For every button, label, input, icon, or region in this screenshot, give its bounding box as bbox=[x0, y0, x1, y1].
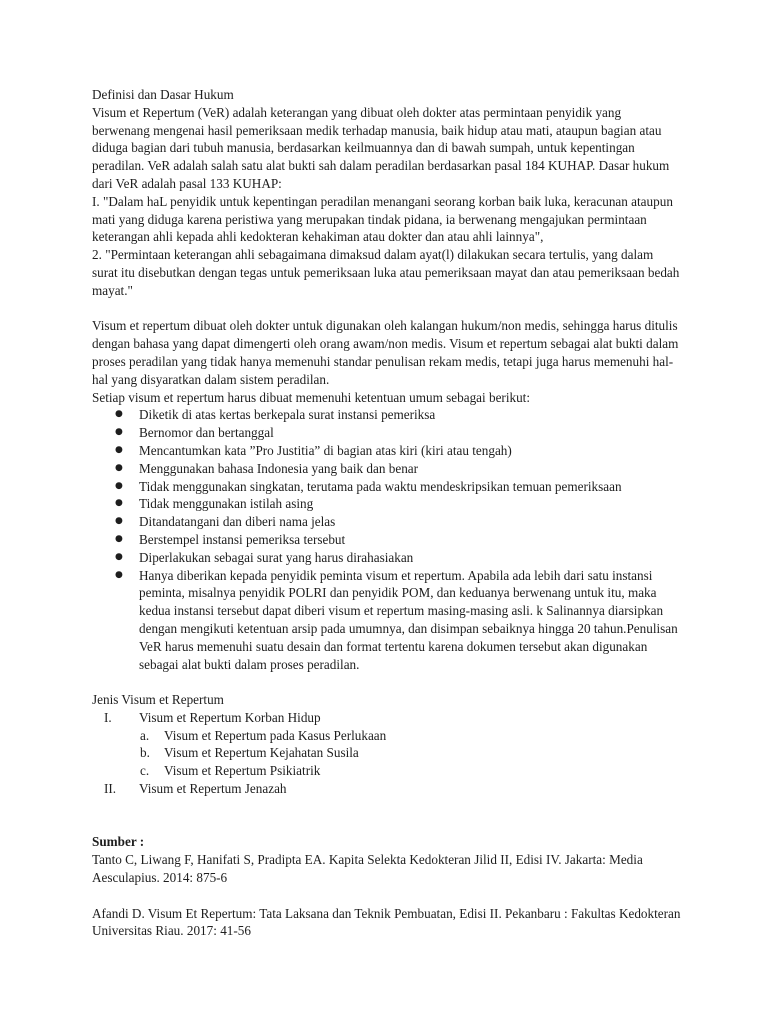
list-label: Visum et Repertum pada Kasus Perlukaan bbox=[164, 727, 387, 743]
list-label: Visum et Repertum Korban Hidup bbox=[139, 709, 321, 725]
reference-2: Afandi D. Visum Et Repertum: Tata Laksana dan Teknik Pembuatan, Edisi II. Pekanbaru : Fakultas Kedokteran Universitas Riau. 2017: 41-56 bbox=[92, 905, 681, 939]
list-item: ● Ditandatangani dan diberi nama jelas bbox=[139, 513, 682, 531]
list-label: Visum et Repertum Psikiatrik bbox=[164, 763, 321, 779]
types-list bbox=[92, 709, 682, 798]
list-item: ● Diketik di atas kertas berkepala surat instansi pemeriksa bbox=[139, 406, 682, 424]
requirements-list bbox=[92, 406, 682, 673]
list-item bbox=[140, 744, 682, 762]
list-item: ● Tidak menggunakan singkatan, terutama pada waktu mendeskripsikan temuan pemeriksaan bbox=[139, 478, 682, 496]
list-number: I. bbox=[104, 709, 112, 725]
requirements-intro: Setiap visum et repertum harus dibuat memenuhi ketentuan umum sebagai berikut: bbox=[92, 389, 531, 405]
list-item bbox=[104, 780, 682, 798]
list-item bbox=[140, 727, 682, 745]
list-letter: c. bbox=[140, 763, 150, 779]
usage-paragraph: Visum et repertum dibuat oleh dokter untuk digunakan oleh kalangan hukum/non medis, sehingga harus ditulis dengan bahasa yang dapat dimengerti oleh orang awam/non medis. Visum et repertum sebagai alat bukti dalam proses peradilan yang tidak hanya memenuhi standar penulisan rekam medis, tetapi juga harus memenuhi hal-hal yang disyaratkan dalam sistem peradilan. bbox=[92, 318, 679, 387]
document-page bbox=[92, 86, 682, 940]
definition-heading: Definisi dan Dasar Hukum bbox=[92, 87, 234, 102]
spacer bbox=[92, 887, 682, 905]
types-heading: Jenis Visum et Repertum bbox=[92, 692, 224, 708]
list-item: ● Bernomor dan bertanggal bbox=[139, 424, 682, 442]
list-item: ● Diperlakukan sebagai surat yang harus dirahasiakan bbox=[139, 549, 682, 567]
spacer bbox=[92, 798, 682, 816]
list-letter: a. bbox=[140, 727, 150, 743]
reference-1: Tanto C, Liwang F, Hanifati S, Pradipta EA. Kapita Selekta Kedokteran Jilid II, Edisi IV. Jakarta: Media Aesculapius. 2014: 875-6 bbox=[92, 852, 643, 886]
list-label: Visum et Repertum Kejahatan Susila bbox=[164, 745, 359, 761]
legal-point-1: I. "Dalam haL penyidik untuk kepentingan peradilan menangani seorang korban baik luka, keracunan ataupun mati yang diduga karena peristiwa yang merupakan tindak pidana, ia berwenang mengajukan permintaan keterangan ahli kepada ahli kedokteran kehakiman atau dokter dan atau ahli lainnya", bbox=[92, 193, 673, 245]
spacer bbox=[92, 673, 682, 691]
spacer bbox=[92, 816, 682, 834]
legal-point-2: 2. "Permintaan keterangan ahli sebagaimana dimaksud dalam ayat(l) dilakukan secara tertulis, yang dalam surat itu disebutkan dengan tegas untuk pemeriksaan luka atau pemeriksaan mayat dan atau pemeriksaan bedah mayat." bbox=[92, 247, 680, 298]
list-item: ● Hanya diberikan kepada penyidik peminta visum et repertum. Apabila ada lebih dari satu instansi peminta, misalnya penyidik POLRI dan penyidik POM, dan keduanya berwenang untuk itu, maka kedua instansi tersebut dapat diberi visum et repertum masing-masing asli. k Salinannya diarsipkan dengan mengikuti ketentuan arsip pada umumnya, dan disimpan sebaiknya hingga 20 tahun.Penulisan VeR harus memenuhi suatu desain dan format tertentu karena dokumen tersebut akan digunakan sebagai alat bukti dalam proses peradilan. bbox=[139, 567, 682, 674]
list-item: ● Mencantumkan kata ”Pro Justitia” di bagian atas kiri (kiri atau tengah) bbox=[139, 442, 682, 460]
list-item: ● Tidak menggunakan istilah asing bbox=[139, 495, 682, 513]
sources-heading: Sumber : bbox=[92, 834, 145, 850]
list-label: Visum et Repertum Jenazah bbox=[139, 781, 287, 797]
list-letter: b. bbox=[140, 745, 150, 761]
definition-paragraph: Visum et Repertum (VeR) adalah keterangan yang dibuat oleh dokter atas permintaan penyidik yang berwenang mengenai hasil pemeriksaan medik terhadap manusia, baik hidup atau mati, ataupun bagian atau diduga bagian dari tubuh manusia, berdasarkan keilmuannya dan di bawah sumpah, untuk kepentingan peradilan. VeR adalah salah satu alat bukti sah dalam peradilan berdasarkan pasal 184 KUHAP. Dasar hukum dari VeR adalah pasal 133 KUHAP: bbox=[92, 104, 670, 191]
sub-types-list bbox=[139, 727, 682, 780]
list-item bbox=[104, 709, 682, 780]
list-item: ● Berstempel instansi pemeriksa tersebut bbox=[139, 531, 682, 549]
list-number: II. bbox=[104, 781, 117, 797]
list-item: ● Menggunakan bahasa Indonesia yang baik dan benar bbox=[139, 460, 682, 478]
list-item bbox=[140, 762, 682, 780]
spacer bbox=[92, 300, 682, 318]
